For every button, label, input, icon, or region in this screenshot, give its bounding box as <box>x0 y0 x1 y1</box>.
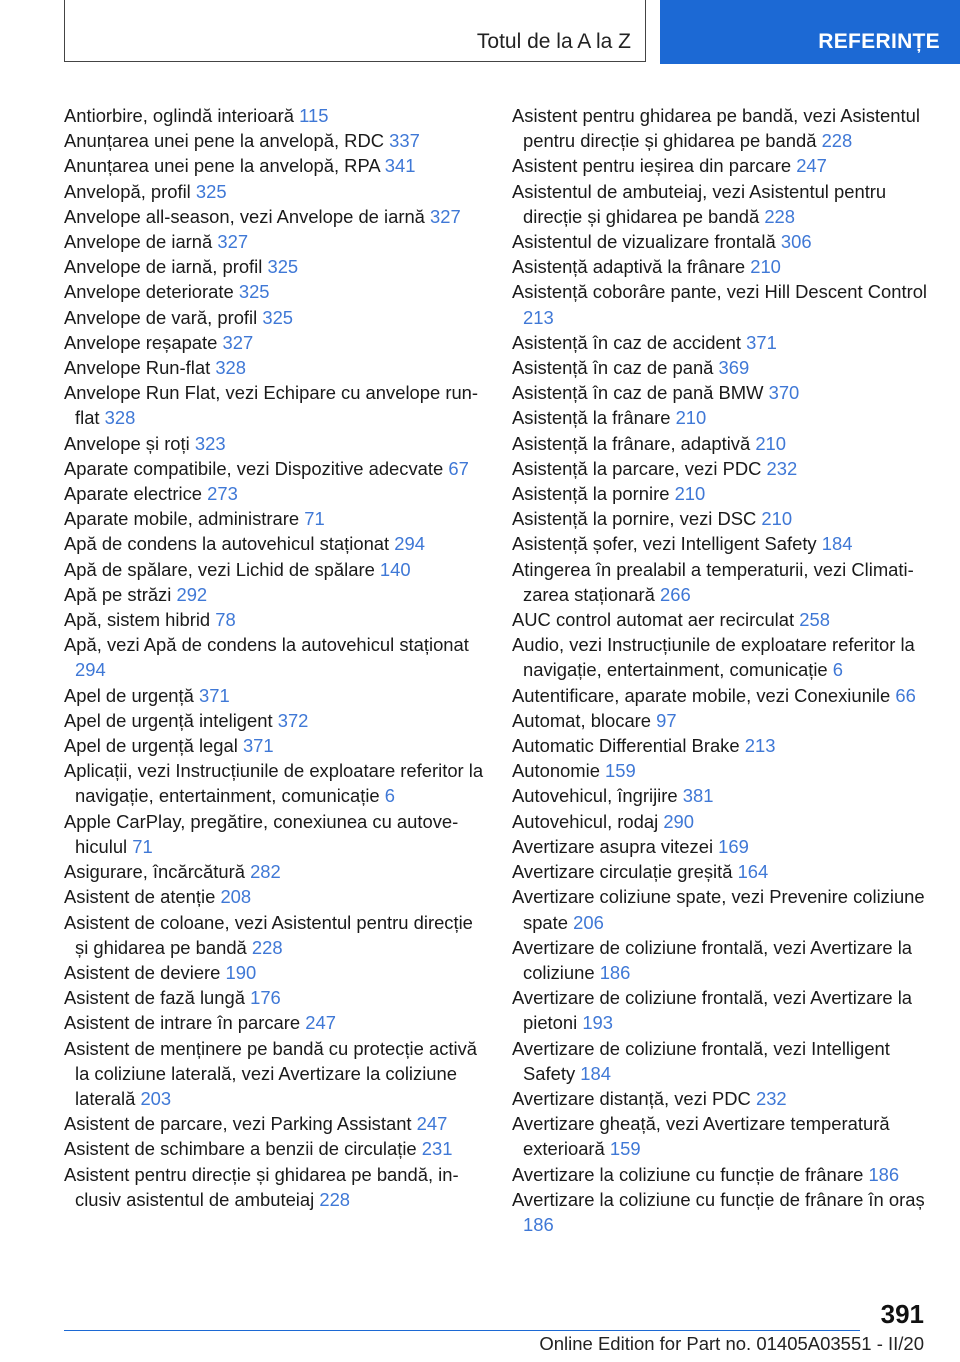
entry-page-link[interactable]: 208 <box>220 886 252 908</box>
index-entry <box>64 305 484 330</box>
entry-term: Asistent de coloane, vezi Asistentul pentru direcție și ghidarea pe bandă <box>64 911 473 958</box>
entry-term: Autonomie <box>512 760 600 782</box>
entry-page-link[interactable]: 193 <box>582 1012 614 1034</box>
entry-page-link[interactable]: 381 <box>682 785 714 807</box>
entry-term: Autovehicul, îngrijire <box>512 785 678 807</box>
entry-page-link[interactable]: 140 <box>379 558 411 580</box>
entry-page-link[interactable]: 159 <box>609 1138 641 1160</box>
entry-page-link[interactable]: 370 <box>768 382 800 404</box>
index-entry <box>64 582 484 607</box>
entry-term: Asistent de fază lungă <box>64 987 245 1009</box>
entry-term: Asistență adaptivă la frânare <box>512 256 746 278</box>
entry-page-link[interactable]: 294 <box>75 659 106 681</box>
entry-term: Autentificare, aparate mobile, vezi Conexiunile <box>512 684 891 706</box>
index-entry <box>64 103 484 128</box>
entry-term: Aparate mobile, administrare <box>64 508 300 530</box>
entry-term: Anunțarea unei pene la anvelopă, RPA <box>64 155 380 177</box>
index-entry <box>512 279 932 329</box>
index-entry <box>512 1162 932 1187</box>
entry-page-link[interactable]: 169 <box>718 835 749 857</box>
entry-term: Anvelope de vară, profil <box>64 306 258 328</box>
section-title: Totul de la A la Z <box>476 30 631 53</box>
entry-term: Asistent pentru ghidarea pe bandă, vezi Asistentul pentru direcție și ghidarea pe bandă <box>512 105 920 152</box>
index-entry <box>512 229 932 254</box>
entry-page-link[interactable]: 213 <box>744 735 776 757</box>
entry-page-link[interactable]: 66 <box>895 684 916 706</box>
index-entry <box>512 632 932 682</box>
entry-page-link[interactable]: 228 <box>319 1188 351 1210</box>
entry-page-link[interactable]: 115 <box>299 105 329 126</box>
entry-page-link[interactable]: 71 <box>132 835 153 857</box>
entry-term: Avertizare circulație greșită <box>512 861 733 883</box>
index-entry <box>64 330 484 355</box>
index-column-left <box>64 103 484 1212</box>
index-entry <box>512 683 932 708</box>
index-entry <box>512 506 932 531</box>
entry-term: Apple CarPlay, pregătire, conexiunea cu autovehiculul <box>64 810 459 857</box>
index-column-right <box>512 103 932 1237</box>
index-entry <box>64 683 484 708</box>
entry-term: Apă pe străzi <box>64 583 172 605</box>
index-entry <box>64 355 484 380</box>
entry-term: Asistență la pornire <box>512 483 670 505</box>
entry-page-link[interactable]: 231 <box>421 1138 453 1160</box>
entry-term: Asistență coborâre pante, vezi Hill Descent Control <box>512 281 928 303</box>
entry-term: Asistent pentru direcție și ghidarea pe bandă, inclusiv asistentul de ambuteiaj <box>64 1163 459 1210</box>
index-entry <box>512 859 932 884</box>
entry-page-link[interactable]: 186 <box>868 1163 900 1185</box>
index-entry <box>512 809 932 834</box>
index-entry <box>64 1111 484 1136</box>
index-entry <box>512 456 932 481</box>
index-entry <box>512 355 932 380</box>
entry-page-link[interactable]: 184 <box>821 533 853 555</box>
entry-term: Aparate electrice <box>64 483 203 505</box>
index-entry <box>512 380 932 405</box>
entry-term: Anunțarea unei pene la anvelopă, RDC <box>64 130 385 152</box>
entry-page-link[interactable]: 323 <box>194 432 226 454</box>
index-entry <box>64 733 484 758</box>
entry-term: Autovehicul, rodaj <box>512 810 659 832</box>
entry-page-link[interactable]: 186 <box>599 961 631 983</box>
entry-page-link[interactable]: 306 <box>780 231 812 253</box>
entry-term: Asistență în caz de pană BMW <box>512 382 764 404</box>
entry-term: Avertizare coliziune spate, vezi Prevenire coliziune spate <box>512 886 925 933</box>
index-entry <box>64 204 484 229</box>
entry-page-link[interactable]: 247 <box>796 155 827 177</box>
entry-page-link[interactable]: 186 <box>523 1213 554 1235</box>
entry-term: Asistență în caz de accident <box>512 331 741 353</box>
entry-term: Asistent de parcare, vezi Parking Assistant <box>64 1113 412 1135</box>
index-entry <box>64 1036 484 1112</box>
entry-page-link[interactable]: 210 <box>675 407 707 429</box>
entry-page-link[interactable]: 176 <box>250 987 281 1009</box>
entry-term: Anvelope de iarnă, profil <box>64 256 263 278</box>
entry-page-link[interactable]: 325 <box>195 180 227 202</box>
entry-page-link[interactable]: 258 <box>799 609 830 631</box>
entry-term: Asistență la frânare, adaptivă <box>512 432 751 454</box>
entry-page-link[interactable]: 371 <box>242 735 274 757</box>
entry-page-link[interactable]: 78 <box>215 609 236 631</box>
entry-page-link[interactable]: 97 <box>656 709 677 731</box>
entry-term: Avertizare de coliziune frontală, vezi Avertizare la pietoni <box>512 987 913 1034</box>
entry-term: Aplicații, vezi Instrucțiunile de exploatare referitor la navigație, entertainment, comunicație <box>64 760 484 807</box>
entry-term: Asistență șofer, vezi Intelligent Safety <box>512 533 817 555</box>
index-entry <box>64 1162 484 1212</box>
entry-term: Asistent de menținere pe bandă cu protecție activă la coliziune laterală, vezi Avertizare la coliziune laterală <box>64 1037 478 1109</box>
entry-term: Anvelope Run-flat <box>64 357 211 379</box>
entry-page-link[interactable]: 327 <box>217 231 249 253</box>
index-entry <box>512 1086 932 1111</box>
index-entry <box>512 1111 932 1161</box>
index-entry <box>512 153 932 178</box>
index-entry <box>64 254 484 279</box>
entry-term: Anvelope Run Flat, vezi Echipare cu anvelope run-flat <box>64 382 479 429</box>
entry-term: Asistență la parcare, vezi PDC <box>512 457 762 479</box>
index-entry <box>64 456 484 481</box>
entry-term: Asistent de schimbare a benzii de circulație <box>64 1138 417 1160</box>
index-entry <box>512 254 932 279</box>
chapter-title: REFERINȚE <box>818 30 940 53</box>
entry-page-link[interactable]: 210 <box>674 483 706 505</box>
entry-page-link[interactable]: 247 <box>416 1113 448 1135</box>
entry-page-link[interactable]: 337 <box>389 130 420 152</box>
index-entry <box>512 607 932 632</box>
entry-page-link[interactable]: 247 <box>305 1012 336 1034</box>
entry-term: Avertizare asupra vitezei <box>512 835 714 857</box>
index-entry <box>64 380 484 430</box>
entry-term: Apă de condens la autovehicul staționat <box>64 533 390 555</box>
entry-term: Anvelope de iarnă <box>64 231 213 253</box>
entry-term: Automat, blocare <box>512 709 652 731</box>
entry-term: Apel de urgență <box>64 684 194 706</box>
entry-term: Asistentul de ambuteiaj, vezi Asistentul pentru direcție și ghidarea pe bandă <box>512 180 887 227</box>
index-entry <box>512 1187 932 1237</box>
index-entry <box>64 153 484 178</box>
entry-term: Asistent pentru ieșirea din parcare <box>512 155 792 177</box>
entry-page-link[interactable]: 232 <box>755 1087 787 1109</box>
entry-term: Apă de spălare, vezi Lichid de spălare <box>64 558 375 580</box>
entry-term: Atingerea în prealabil a temperaturii, vezi Climatizarea staționară <box>512 558 914 605</box>
index-entry <box>64 229 484 254</box>
entry-term: Anvelope și roți <box>64 432 190 454</box>
index-entry <box>512 103 932 153</box>
index-entry <box>64 1010 484 1035</box>
entry-term: Apă, vezi Apă de condens la autovehicul staționat <box>64 634 469 656</box>
entry-term: Anvelopă, profil <box>64 180 191 202</box>
entry-page-link[interactable]: 325 <box>238 281 270 303</box>
entry-term: Avertizare la coliziune cu funcție de frânare în oraș <box>512 1188 925 1210</box>
entry-term: Asistent de atenție <box>64 886 216 908</box>
entry-term: Avertizare la coliziune cu funcție de frânare <box>512 1163 864 1185</box>
footer-divider <box>64 1330 860 1331</box>
index-entry <box>64 607 484 632</box>
entry-page-link[interactable]: 325 <box>267 256 299 278</box>
entry-term: Avertizare gheață, vezi Avertizare temperatură exterioară <box>512 1113 890 1160</box>
index-entry <box>64 985 484 1010</box>
index-entry <box>512 758 932 783</box>
entry-page-link[interactable]: 294 <box>394 533 425 555</box>
index-entry <box>64 531 484 556</box>
entry-page-link[interactable]: 273 <box>207 483 238 505</box>
entry-page-link[interactable]: 210 <box>755 432 787 454</box>
entry-page-link[interactable]: 341 <box>384 155 416 177</box>
entry-page-link[interactable]: 232 <box>766 457 798 479</box>
index-entry <box>512 179 932 229</box>
entry-term: Antiorbire, oglindă interioară <box>64 105 295 126</box>
index-entry <box>512 985 932 1035</box>
entry-page-link[interactable]: 6 <box>832 659 843 681</box>
index-entry <box>512 708 932 733</box>
entry-term: Apel de urgență legal <box>64 735 238 757</box>
index-entry <box>512 783 932 808</box>
index-entry <box>512 834 932 859</box>
entry-page-link[interactable]: 371 <box>746 331 777 353</box>
section-tab[interactable] <box>64 0 646 62</box>
entry-term: Avertizare de coliziune frontală, vezi Intelligent Safety <box>512 1037 890 1084</box>
index-entry <box>64 708 484 733</box>
index-entry <box>64 758 484 808</box>
index-entry <box>64 632 484 682</box>
footer-edition: Online Edition for Part no. 01405A03551 - II/20 <box>539 1333 924 1354</box>
index-entry <box>64 128 484 153</box>
index-entry <box>64 859 484 884</box>
index-entry <box>512 531 932 556</box>
entry-term: Avertizare de coliziune frontală, vezi Avertizare la coliziune <box>512 936 913 983</box>
index-entry <box>64 960 484 985</box>
entry-term: Asistent de intrare în parcare <box>64 1012 301 1034</box>
entry-term: Apă, sistem hibrid <box>64 609 211 631</box>
entry-page-link[interactable]: 372 <box>277 709 309 731</box>
entry-page-link[interactable]: 327 <box>430 205 461 227</box>
entry-page-link[interactable]: 369 <box>718 357 750 379</box>
entry-page-link[interactable]: 328 <box>104 407 136 429</box>
index-entry <box>512 481 932 506</box>
entry-term: AUC control automat aer recirculat <box>512 609 795 631</box>
index-entry <box>64 279 484 304</box>
index-entry <box>512 557 932 607</box>
entry-term: Anvelope deteriorate <box>64 281 234 303</box>
entry-page-link[interactable]: 184 <box>580 1062 611 1084</box>
entry-page-link[interactable]: 266 <box>660 583 691 605</box>
entry-page-link[interactable]: 210 <box>750 256 781 278</box>
entry-page-link[interactable]: 210 <box>761 508 793 530</box>
entry-term: Asigurare, încărcătură <box>64 861 245 883</box>
entry-page-link[interactable]: 371 <box>198 684 230 706</box>
index-entry <box>64 506 484 531</box>
entry-page-link[interactable]: 67 <box>448 457 469 479</box>
entry-page-link[interactable]: 290 <box>663 810 695 832</box>
entry-page-link[interactable]: 190 <box>225 961 257 983</box>
entry-page-link[interactable]: 327 <box>222 331 254 353</box>
entry-term: Asistență la frânare <box>512 407 671 429</box>
index-entry <box>512 733 932 758</box>
entry-term: Anvelope all-season, vezi Anvelope de iarnă <box>64 205 425 227</box>
entry-term: Aparate compatibile, vezi Dispozitive adecvate <box>64 457 444 479</box>
entry-page-link[interactable]: 71 <box>304 508 325 530</box>
entry-page-link[interactable]: 206 <box>573 911 604 933</box>
index-entry <box>512 1036 932 1086</box>
index-entry <box>512 330 932 355</box>
entry-page-link[interactable]: 159 <box>605 760 636 782</box>
index-entry <box>64 809 484 859</box>
entry-term: Asistentul de vizualizare frontală <box>512 231 776 253</box>
index-entry <box>64 1136 484 1161</box>
entry-page-link[interactable]: 282 <box>250 861 281 883</box>
index-entry <box>64 884 484 909</box>
page-header <box>0 0 960 66</box>
entry-term: Anvelope reșapate <box>64 331 218 353</box>
index-entry <box>64 179 484 204</box>
entry-page-link[interactable]: 6 <box>384 785 395 807</box>
index-entry <box>64 481 484 506</box>
index-entry <box>512 431 932 456</box>
entry-term: Asistență în caz de pană <box>512 357 714 379</box>
entry-term: Automatic Differential Brake <box>512 735 740 757</box>
index-entry <box>64 431 484 456</box>
entry-page-link[interactable]: 164 <box>737 861 769 883</box>
index-entry <box>512 405 932 430</box>
entry-page-link[interactable]: 328 <box>215 357 247 379</box>
entry-page-link[interactable]: 228 <box>764 205 795 227</box>
index-entry <box>64 910 484 960</box>
entry-term: Asistent de deviere <box>64 961 221 983</box>
entry-page-link[interactable]: 203 <box>140 1087 172 1109</box>
entry-term: Audio, vezi Instrucțiunile de exploatare referitor la navigație, entertainment, comunicație <box>512 634 915 681</box>
entry-term: Asistență la pornire, vezi DSC <box>512 508 757 530</box>
entry-page-link[interactable]: 325 <box>262 306 294 328</box>
chapter-tab[interactable] <box>660 0 960 64</box>
entry-term: Avertizare distanță, vezi PDC <box>512 1087 751 1109</box>
entry-page-link[interactable]: 228 <box>251 936 283 958</box>
index-entry <box>64 557 484 582</box>
index-entry <box>512 884 932 934</box>
entry-page-link[interactable]: 228 <box>821 130 853 152</box>
entry-page-link[interactable]: 213 <box>523 306 554 328</box>
entry-page-link[interactable]: 292 <box>176 583 208 605</box>
index-entry <box>512 935 932 985</box>
entry-term: Apel de urgență inteligent <box>64 709 273 731</box>
page-number: 391 <box>880 1299 924 1329</box>
